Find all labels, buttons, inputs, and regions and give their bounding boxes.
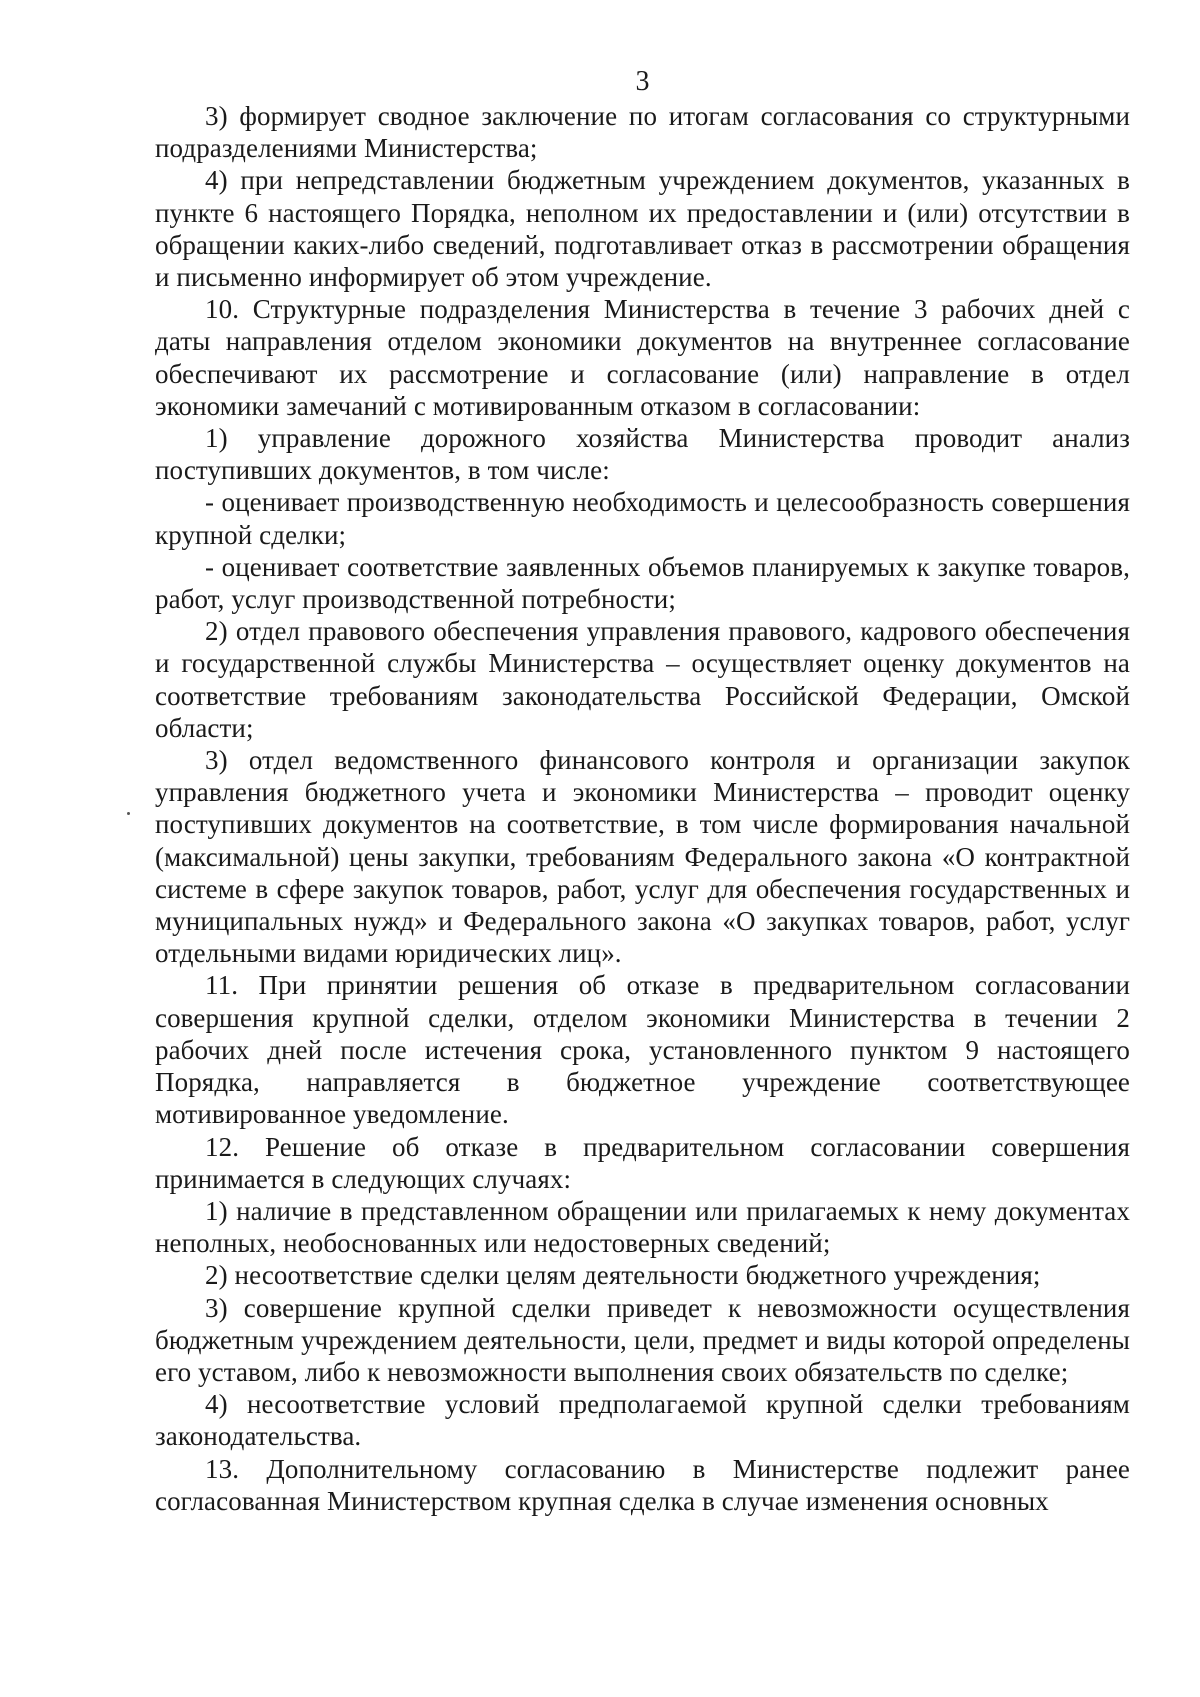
paragraph-item-10-2: 2) отдел правового обеспечения управления правового, кадрового обеспечения и государственной службы Министерства – осуществляет оценку документов на соответствие требованиям законодательства Российской Федерации, Омской области;: [155, 616, 1130, 743]
paragraph-item-10-3: 3) отдел ведомственного финансового контроля и организации закупок управления бюджетного учета и экономики Министерства – проводит оценку поступивших документов на соответствие, в том числе формирования начальной (максимальной) цены закупки, требованиям Федерального закона «О контрактной системе в сфере закупок товаров, работ, услуг для обеспечения государственных и муниципальных нужд» и Федерального закона «О закупках товаров, работ, услуг отдельными видами юридических лиц».: [155, 745, 1130, 969]
paragraph-clause-10: 10. Структурные подразделения Министерства в течение 3 рабочих дней с даты направления отделом экономики документов на внутреннее согласование обеспечивают их рассмотрение и согласование (или) направление в отдел экономики замечаний с мотивированным отказом в согласовании:: [155, 294, 1130, 421]
paragraph-item-9-3: 3) формирует сводное заключение по итогам согласования со структурными подразделениями Министерства;: [155, 101, 1130, 164]
paragraph-item-12-1: 1) наличие в представленном обращении или прилагаемых к нему документах неполных, необоснованных или недостоверных сведений;: [155, 1195, 1130, 1259]
paragraph-item-9-4: 4) при непредставлении бюджетным учреждением документов, указанных в пункте 6 настоящего Порядка, неполном их предоставлении и (или) отсутствии в обращении каких-либо сведений, подготавливает отказ в рассмотрении обращения и письменно информирует об этом учреждение.: [155, 165, 1130, 293]
paragraph-item-12-2: 2) несоответствие сделки целям деятельности бюджетного учреждения;: [205, 1260, 1041, 1291]
paragraph-item-12-3: 3) совершение крупной сделки приведет к невозможности осуществления бюджетным учреждением деятельности, цели, предмет и виды которой определены его уставом, либо к невозможности выполнения своих обязательств по сделке;: [155, 1292, 1130, 1387]
paragraph-clause-13: 13. Дополнительному согласованию в Министерстве подлежит ранее согласованная Министерством крупная сделка в случае изменения основных: [155, 1453, 1130, 1516]
paragraph-clause-11: 11. При принятии решения об отказе в предварительном согласовании совершения крупной сделки, отделом экономики Министерства в течении 2 рабочих дней после истечения срока, установленного пунктом 9 настоящего Порядка, направляется в бюджетное учреждение соответствующее мотивированное уведомление.: [155, 970, 1130, 1130]
paragraph-item-12-4: 4) несоответствие условий предполагаемой крупной сделки требованиям законодательства.: [155, 1389, 1130, 1452]
paragraph-item-10-1: 1) управление дорожного хозяйства Министерства проводит анализ поступивших документов, в том числе:: [155, 423, 1130, 486]
paragraph-dash-item-1: - оценивает производственную необходимость и целесообразность совершения крупной сделки;: [155, 487, 1130, 550]
paragraph-dash-item-2: - оценивает соответствие заявленных объемов планируемых к закупке товаров, работ, услуг производственной потребности;: [155, 551, 1130, 615]
scan-speck: [127, 812, 130, 815]
paragraph-clause-12: 12. Решение об отказе в предварительном согласовании совершения принимается в следующих случаях:: [155, 1131, 1130, 1194]
page-number: 3: [635, 66, 650, 97]
